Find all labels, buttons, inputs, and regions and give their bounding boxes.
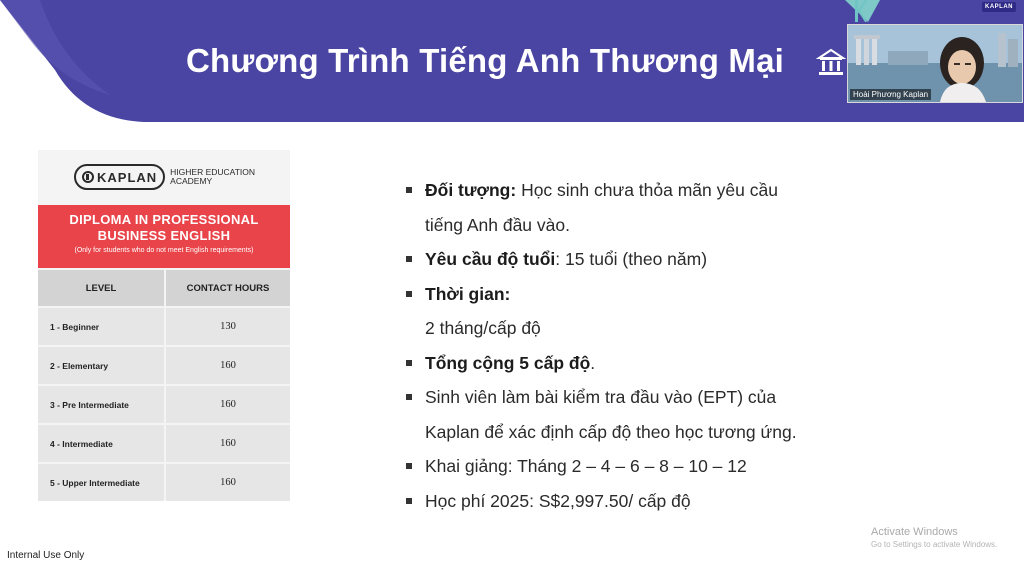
bullet-intake	[406, 449, 856, 484]
square-bullet-icon	[406, 291, 412, 297]
row-hours: 160	[166, 347, 290, 384]
participant-video-tile[interactable]	[847, 24, 1023, 103]
bullet-text: Học sinh chưa thỏa mãn yêu cầu	[516, 180, 778, 200]
program-card	[38, 150, 290, 500]
bullet-label: Thời gian:	[425, 283, 511, 304]
bullet-text: .	[590, 352, 596, 373]
bullet-continuation: tiếng Anh đầu vào.	[425, 214, 570, 235]
logo-sub-line1: HIGHER EDUCATION	[170, 167, 256, 177]
square-bullet-icon	[406, 498, 412, 504]
program-title-block	[38, 205, 290, 268]
bullet-label: Tổng cộng 5 cấp độ	[425, 352, 591, 373]
bullet-list	[406, 173, 856, 518]
participant-name: Hoài Phương Kaplan	[850, 89, 931, 100]
table-row	[38, 464, 290, 501]
row-level: 2 - Elementary	[38, 347, 164, 384]
row-hours: 160	[166, 386, 290, 423]
bullet-text: Học phí 2025: S$2,997.50/ cấp độ	[425, 490, 691, 511]
bullet-duration	[406, 277, 856, 312]
square-bullet-icon	[406, 360, 412, 366]
kaplan-k-mark-icon	[853, 0, 867, 22]
table-row	[38, 386, 290, 423]
activation-watermark-title: Activate Windows	[871, 526, 958, 538]
header-level: LEVEL	[38, 270, 164, 306]
bullet-target	[406, 173, 856, 208]
square-bullet-icon	[406, 394, 412, 400]
bullet-text: : 15 tuổi (theo năm)	[555, 249, 708, 269]
table-body	[38, 308, 290, 503]
activation-watermark-subtitle: Go to Settings to activate Windows.	[871, 540, 998, 549]
table-header	[38, 270, 290, 306]
bullet-continuation: Kaplan để xác định cấp độ theo học tương ứng.	[425, 421, 797, 442]
kaplan-badge: KAPLAN	[982, 2, 1016, 12]
logo-word: KAPLAN	[97, 169, 158, 185]
row-level: 4 - Intermediate	[38, 425, 164, 462]
bullet-age	[406, 242, 856, 277]
program-title: DIPLOMA IN PROFESSIONAL BUSINESS ENGLISH	[69, 212, 259, 243]
row-level: 5 - Upper Intermediate	[38, 464, 164, 501]
square-bullet-icon	[406, 463, 412, 469]
kaplan-logo	[74, 162, 255, 192]
bullet-continuation: 2 tháng/cấp độ	[425, 318, 541, 338]
bullet-tuition	[406, 484, 856, 519]
row-hours: 130	[166, 308, 290, 345]
program-note: (Only for students who do not meet English requirements)	[74, 247, 254, 254]
table-row	[38, 347, 290, 384]
table-row	[38, 308, 290, 345]
row-level: 1 - Beginner	[38, 308, 164, 345]
row-hours: 160	[166, 464, 290, 501]
bullet-text: Sinh viên làm bài kiểm tra đầu vào (EPT) của	[425, 387, 777, 407]
slide-title: Chương Trình Tiếng Anh Thương Mại	[185, 42, 785, 79]
bullet-label: Yêu cầu độ tuổi	[425, 249, 556, 269]
footer-note: Internal Use Only	[7, 550, 85, 561]
bullet-label: Đối tượng:	[425, 180, 517, 200]
square-bullet-icon	[406, 256, 412, 262]
logo-sub-line2: ACADEMY	[170, 176, 213, 186]
row-hours: 160	[166, 425, 290, 462]
building-icon	[815, 46, 847, 78]
bullet-placement-test	[406, 380, 856, 415]
square-bullet-icon	[406, 187, 412, 193]
header-contact-hours: CONTACT HOURS	[166, 270, 290, 306]
bullet-text: Khai giảng: Tháng 2 – 4 – 6 – 8 – 10 – 12	[425, 456, 747, 476]
row-level: 3 - Pre Intermediate	[38, 386, 164, 423]
kaplan-logo-icon	[82, 171, 94, 183]
table-row	[38, 425, 290, 462]
bullet-levels	[406, 346, 856, 381]
